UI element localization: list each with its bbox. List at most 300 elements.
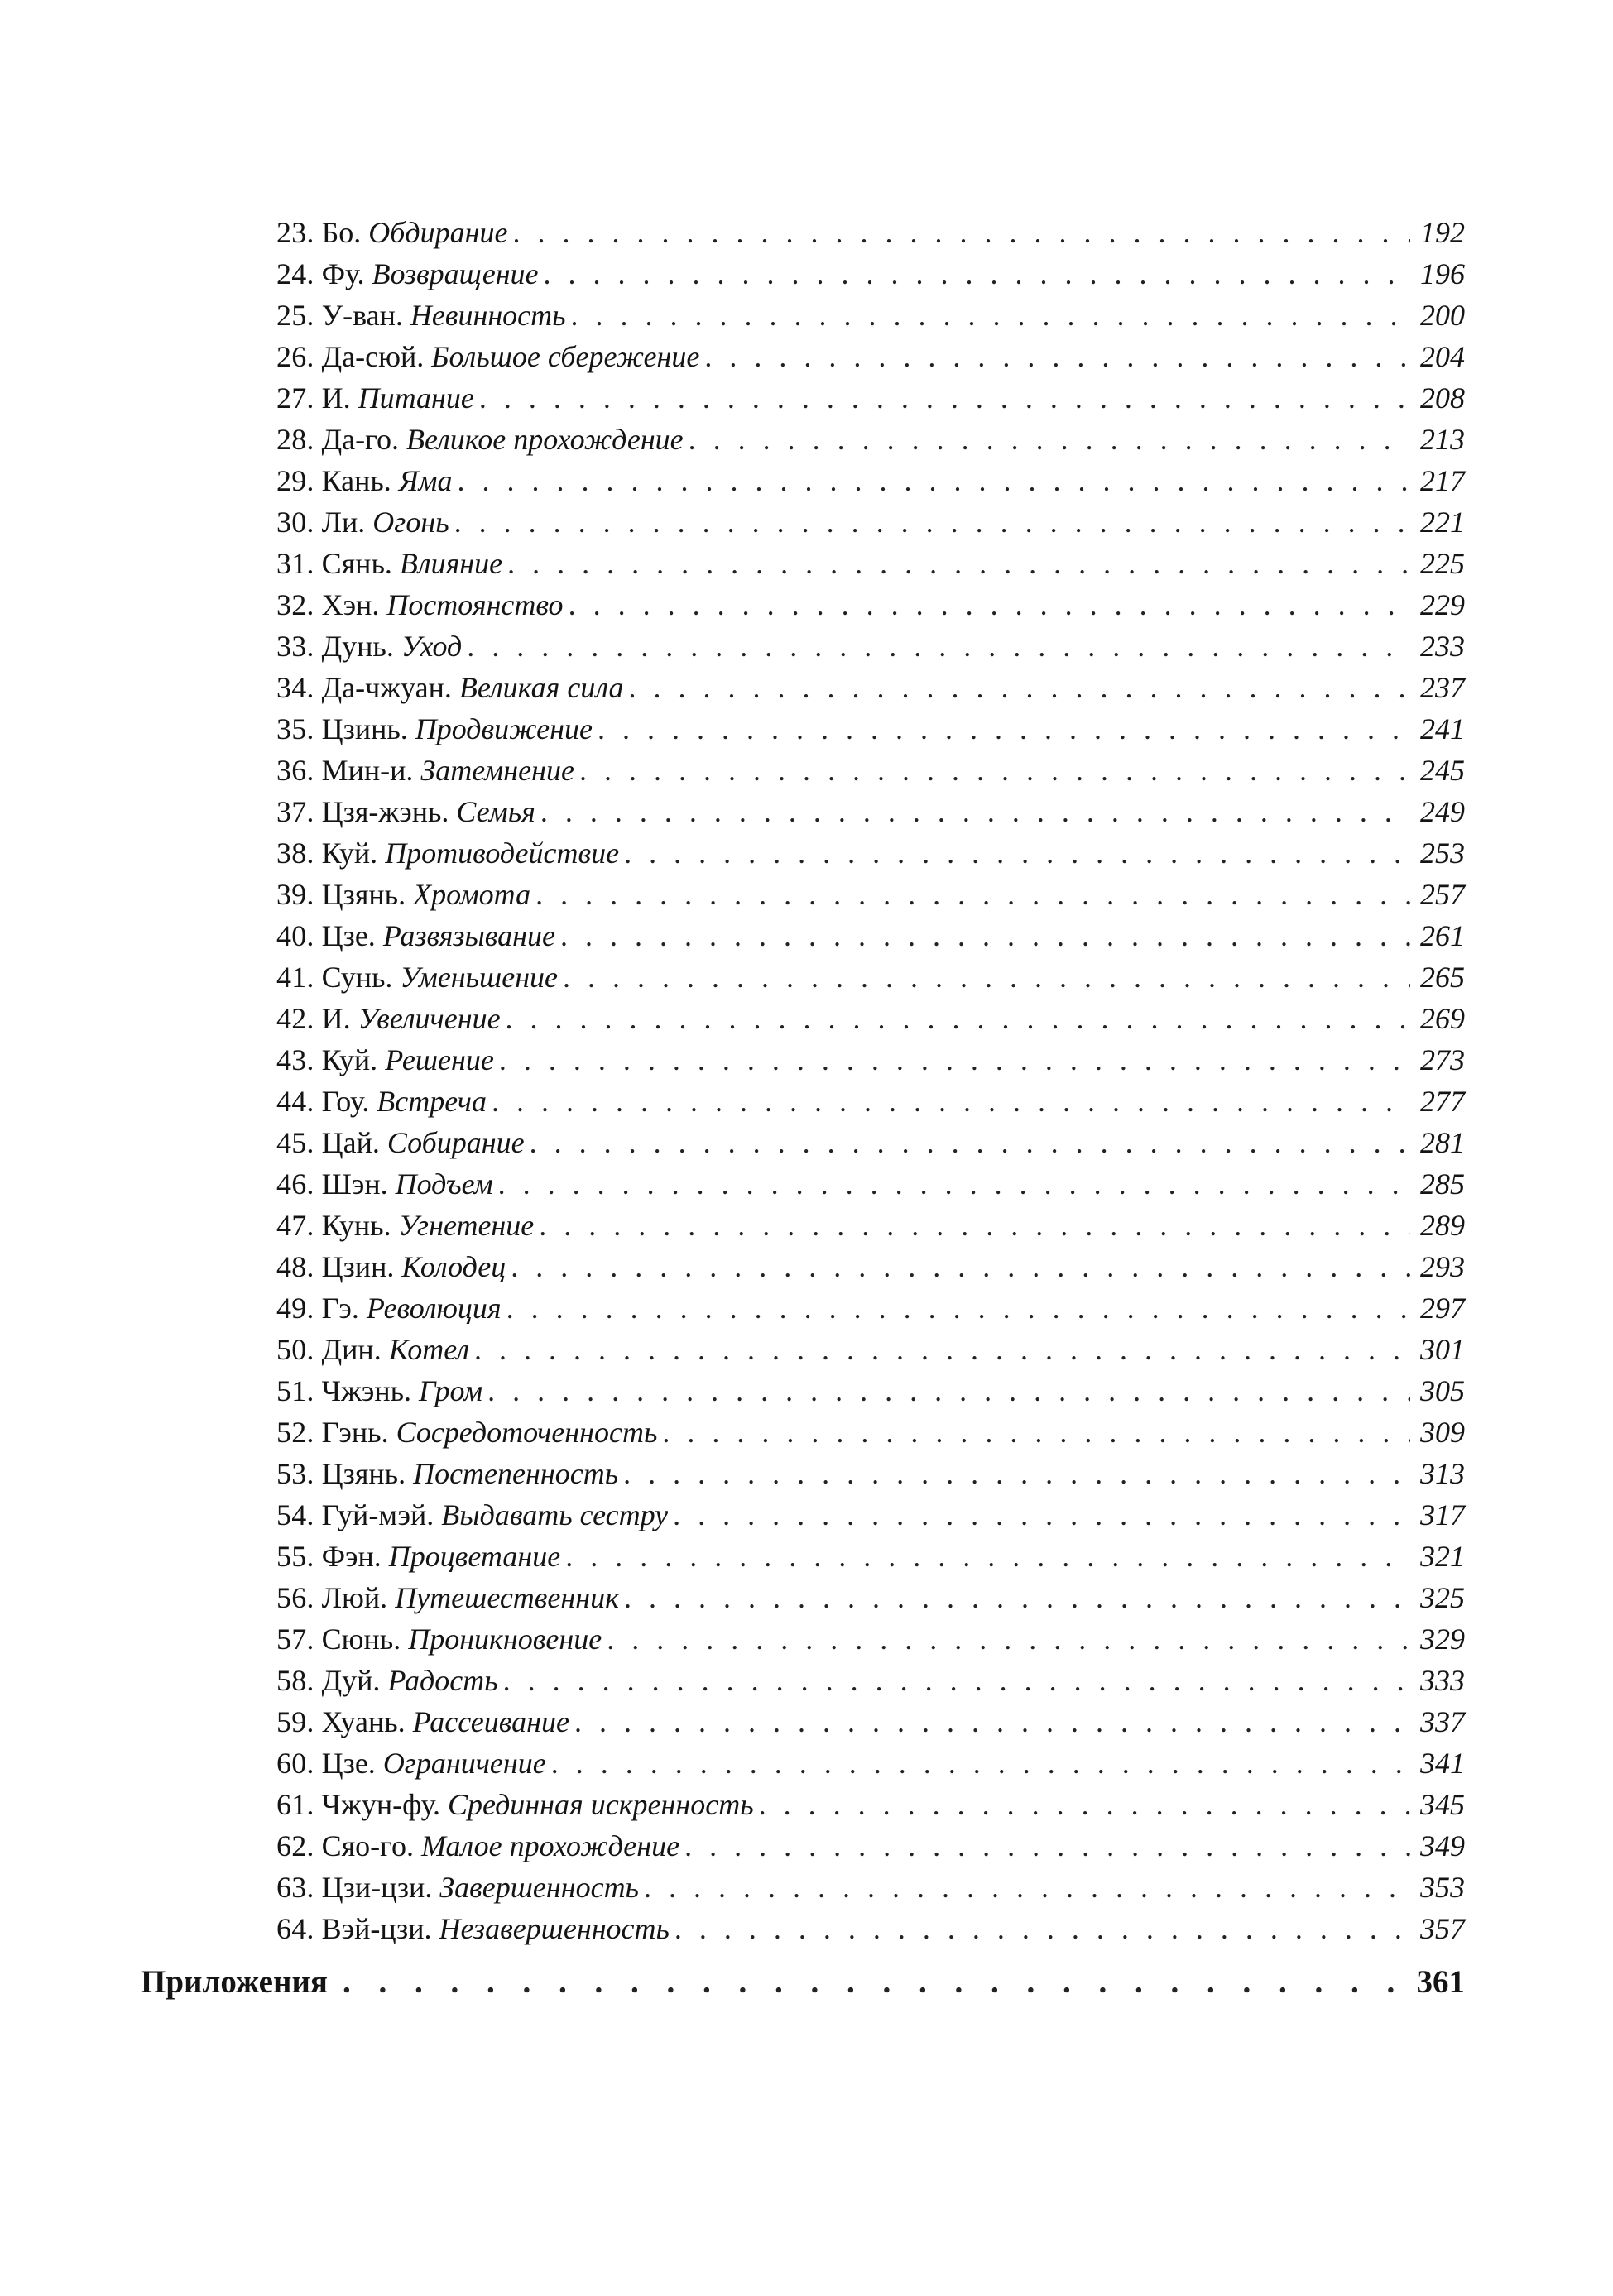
entry-number: 23. (276, 216, 314, 249)
entry-title (276, 791, 535, 832)
entry-title (276, 419, 684, 460)
dot-leader (565, 1536, 1410, 1577)
entry-name: Фэн. (321, 1540, 382, 1573)
entry-translation: Революция (366, 1292, 502, 1325)
entry-page-number: 345 (1420, 1788, 1465, 1821)
toc-entry[interactable] (276, 1163, 1465, 1205)
toc-entry[interactable] (276, 377, 1465, 419)
toc-entry[interactable] (276, 460, 1465, 501)
entry-name: И. (321, 1002, 351, 1035)
entry-page-number: 301 (1420, 1333, 1465, 1366)
entry-number: 60. (276, 1747, 314, 1780)
entry-number: 50. (276, 1333, 314, 1366)
entry-title (276, 543, 502, 584)
toc-entry[interactable] (276, 1039, 1465, 1081)
entry-translation: Хромота (413, 878, 531, 911)
entry-number: 49. (276, 1292, 314, 1325)
entry-name: Дин. (321, 1333, 382, 1366)
entry-translation: Котел (388, 1333, 470, 1366)
toc-entry[interactable] (276, 419, 1465, 460)
entry-name: Да-го. (321, 423, 400, 456)
entry-page-number: 273 (1420, 1043, 1465, 1076)
entry-page-number: 217 (1420, 464, 1465, 497)
entry-page-number: 341 (1420, 1747, 1465, 1780)
dot-leader (457, 460, 1410, 501)
entry-page-number: 337 (1420, 1705, 1465, 1738)
entry-name: Хэн. (321, 588, 380, 621)
entry-title (276, 336, 699, 377)
entry-page-number: 249 (1420, 795, 1465, 828)
entry-translation: Собирание (386, 1126, 525, 1159)
entry-page-number: 204 (1420, 340, 1465, 373)
dot-leader (662, 1412, 1410, 1453)
entry-title (276, 1742, 546, 1784)
dot-leader (499, 1039, 1410, 1081)
dot-leader (507, 543, 1410, 584)
toc-entry[interactable] (276, 1453, 1465, 1494)
entry-page-number: 245 (1420, 754, 1465, 787)
entry-name: Цзи-цзи. (321, 1871, 433, 1904)
appendix-page-number: 361 (1416, 1964, 1465, 2000)
entry-name: Куй. (321, 836, 378, 870)
entry-number: 57. (276, 1623, 314, 1656)
entry-number: 32. (276, 588, 314, 621)
entry-name: Да-чжуан. (321, 671, 452, 704)
dot-leader (673, 1494, 1410, 1536)
toc-entry[interactable] (276, 212, 1465, 253)
dot-leader (563, 956, 1410, 998)
entry-translation: Процветание (388, 1540, 561, 1573)
entry-name: Сюнь. (321, 1623, 401, 1656)
entry-number: 28. (276, 423, 314, 456)
dot-leader (571, 295, 1410, 336)
dot-leader (530, 1122, 1410, 1163)
entry-title (276, 501, 449, 543)
entry-name: Кань. (321, 464, 391, 497)
entry-name: Гэнь. (321, 1416, 389, 1449)
entry-translation: Развязывание (382, 919, 556, 952)
entry-translation: Противодействие (385, 836, 620, 870)
entry-number: 53. (276, 1457, 314, 1490)
toc-entry[interactable] (276, 1246, 1465, 1287)
toc-entry[interactable] (276, 1122, 1465, 1163)
toc-entry[interactable] (276, 336, 1465, 377)
toc-entry[interactable] (276, 1908, 1465, 1949)
entry-number: 46. (276, 1167, 314, 1201)
entry-translation: Встреча (377, 1085, 487, 1118)
entry-page-number: 261 (1420, 919, 1465, 952)
entry-title (276, 750, 574, 791)
entry-name: Фу. (321, 257, 365, 290)
toc-entry[interactable] (276, 708, 1465, 750)
entry-name: Цзянь. (321, 878, 406, 911)
dot-leader (343, 1958, 1401, 2007)
entry-translation: Увеличение (358, 1002, 501, 1035)
dot-leader (598, 708, 1410, 750)
dot-leader (574, 1701, 1410, 1742)
entry-translation: Колодец (401, 1250, 506, 1283)
dot-leader (498, 1163, 1410, 1205)
entry-name: Гоу. (321, 1085, 370, 1118)
entry-page-number: 289 (1420, 1209, 1465, 1242)
entry-title (276, 956, 558, 998)
entry-page-number: 208 (1420, 381, 1465, 415)
entry-name: Кунь. (321, 1209, 391, 1242)
entry-title (276, 1908, 670, 1949)
entry-translation: Уменьшение (400, 961, 559, 994)
entry-number: 54. (276, 1498, 314, 1531)
entry-title (276, 1618, 602, 1660)
entry-page-number: 353 (1420, 1871, 1465, 1904)
entry-page-number: 317 (1420, 1498, 1465, 1531)
toc-entry[interactable] (276, 956, 1465, 998)
entry-name: Хуань. (321, 1705, 406, 1738)
entry-title (276, 1867, 639, 1908)
entry-number: 43. (276, 1043, 314, 1076)
entry-title (276, 1494, 668, 1536)
dot-leader (689, 419, 1410, 460)
entry-title (276, 1287, 502, 1329)
entry-title (276, 295, 566, 336)
entry-page-number: 357 (1420, 1912, 1465, 1945)
toc-entry[interactable] (276, 832, 1465, 874)
toc-entry[interactable] (276, 1825, 1465, 1867)
entry-page-number: 349 (1420, 1829, 1465, 1862)
dot-leader (759, 1784, 1410, 1825)
dot-leader (492, 1081, 1410, 1122)
dot-leader (487, 1370, 1410, 1412)
entry-name: Цай. (321, 1126, 380, 1159)
entry-name: Дунь. (321, 630, 394, 663)
entry-number: 56. (276, 1581, 314, 1614)
dot-leader (535, 874, 1410, 915)
entry-title (276, 1246, 506, 1287)
entry-page-number: 277 (1420, 1085, 1465, 1118)
entry-number: 34. (276, 671, 314, 704)
entry-title (276, 253, 539, 295)
dot-leader (704, 336, 1410, 377)
entry-name: Сяо-го. (321, 1829, 415, 1862)
entry-translation: Продвижение (415, 712, 593, 745)
toc-entry[interactable] (276, 1205, 1465, 1246)
entry-name: Гэ. (321, 1292, 359, 1325)
entry-number: 52. (276, 1416, 314, 1449)
entry-translation: Гром (419, 1374, 483, 1407)
toc-entry[interactable] (276, 1660, 1465, 1701)
entry-page-number: 281 (1420, 1126, 1465, 1159)
entry-number: 40. (276, 919, 314, 952)
toc-entry[interactable] (276, 1081, 1465, 1122)
entry-number: 61. (276, 1788, 314, 1821)
entry-translation: Ограничение (382, 1747, 546, 1780)
entry-number: 26. (276, 340, 314, 373)
entry-title (276, 1163, 493, 1205)
entry-translation: Уход (401, 630, 463, 663)
entry-title (276, 626, 462, 667)
entry-translation: Выдавать сестру (441, 1498, 669, 1531)
entry-number: 37. (276, 795, 314, 828)
entry-number: 39. (276, 878, 314, 911)
dot-leader (607, 1618, 1410, 1660)
entry-title (276, 1453, 618, 1494)
toc-entry[interactable] (276, 1867, 1465, 1908)
entry-name: Цзин. (321, 1250, 395, 1283)
entry-page-number: 309 (1420, 1416, 1465, 1449)
entry-page-number: 233 (1420, 630, 1465, 663)
entry-page-number: 313 (1420, 1457, 1465, 1490)
entry-number: 62. (276, 1829, 314, 1862)
entry-number: 42. (276, 1002, 314, 1035)
entry-number: 48. (276, 1250, 314, 1283)
toc-entry[interactable] (276, 1784, 1465, 1825)
dot-leader (560, 915, 1410, 956)
toc-entry[interactable] (276, 1370, 1465, 1412)
entry-translation: Проникновение (408, 1623, 602, 1656)
entry-title (276, 212, 507, 253)
entry-page-number: 269 (1420, 1002, 1465, 1035)
entry-page-number: 297 (1420, 1292, 1465, 1325)
entry-name: Ли. (321, 506, 366, 539)
entry-page-number: 285 (1420, 1167, 1465, 1201)
entry-translation: Великое прохождение (406, 423, 684, 456)
entry-number: 36. (276, 754, 314, 787)
toc-entry[interactable] (276, 1287, 1465, 1329)
entry-page-number: 229 (1420, 588, 1465, 621)
entry-name: Гуй-мэй. (321, 1498, 434, 1531)
entry-title (276, 1412, 657, 1453)
entry-page-number: 305 (1420, 1374, 1465, 1407)
dot-leader (454, 501, 1410, 543)
dot-leader (551, 1742, 1410, 1784)
entry-page-number: 333 (1420, 1664, 1465, 1697)
toc-entry[interactable] (276, 1536, 1465, 1577)
entry-title (276, 1329, 469, 1370)
entry-name: Вэй-цзи. (321, 1912, 432, 1945)
entry-page-number: 329 (1420, 1623, 1465, 1656)
entry-title (276, 1122, 525, 1163)
entry-name: Чжун-фу. (321, 1788, 440, 1821)
entry-page-number: 225 (1420, 547, 1465, 580)
entry-title (276, 377, 474, 419)
toc-entry[interactable] (276, 791, 1465, 832)
dot-leader (506, 1287, 1410, 1329)
entry-number: 47. (276, 1209, 314, 1242)
dot-leader (569, 584, 1410, 626)
dot-leader (540, 791, 1410, 832)
entry-translation: Срединная искренность (447, 1788, 754, 1821)
toc-entry[interactable] (276, 667, 1465, 708)
entry-page-number: 241 (1420, 712, 1465, 745)
dot-leader (539, 1205, 1410, 1246)
entry-number: 63. (276, 1871, 314, 1904)
entry-title (276, 1370, 482, 1412)
entry-title (276, 998, 501, 1039)
dot-leader (503, 1660, 1410, 1701)
toc-entry[interactable] (276, 1701, 1465, 1742)
entry-number: 24. (276, 257, 314, 290)
dot-leader (579, 750, 1410, 791)
entry-translation: Затемнение (420, 754, 574, 787)
entry-title (276, 1577, 619, 1618)
toc-entry[interactable] (276, 543, 1465, 584)
entry-title (276, 1039, 494, 1081)
entry-title (276, 584, 564, 626)
entry-page-number: 321 (1420, 1540, 1465, 1573)
entry-title (276, 1660, 498, 1701)
table-of-contents (141, 212, 1465, 2007)
entry-translation: Завершенность (439, 1871, 639, 1904)
entry-title (276, 874, 530, 915)
entry-translation: Угнетение (398, 1209, 535, 1242)
entry-translation: Радость (387, 1664, 498, 1697)
entry-name: Бо. (321, 216, 362, 249)
entry-title (276, 1536, 560, 1577)
entry-translation: Влияние (399, 547, 503, 580)
entry-number: 45. (276, 1126, 314, 1159)
entry-page-number: 200 (1420, 299, 1465, 332)
toc-entry[interactable] (276, 1742, 1465, 1784)
dot-leader (467, 626, 1410, 667)
entry-number: 33. (276, 630, 314, 663)
entry-number: 41. (276, 961, 314, 994)
dot-leader (684, 1825, 1410, 1867)
entry-title (276, 708, 593, 750)
toc-entry[interactable] (276, 874, 1465, 915)
entry-name: Чжэнь. (321, 1374, 412, 1407)
entry-number: 55. (276, 1540, 314, 1573)
entry-page-number: 325 (1420, 1581, 1465, 1614)
entry-number: 38. (276, 836, 314, 870)
entry-translation: Сосредоточенность (396, 1416, 658, 1449)
entry-translation: Яма (398, 464, 453, 497)
entry-translation: Незавершенность (439, 1912, 670, 1945)
entry-page-number: 293 (1420, 1250, 1465, 1283)
entry-number: 30. (276, 506, 314, 539)
dot-leader (479, 377, 1410, 419)
entry-translation: Подъем (395, 1167, 493, 1201)
dot-leader (624, 1577, 1410, 1618)
toc-entry[interactable] (276, 253, 1465, 295)
entry-name: Цзе. (321, 1747, 376, 1780)
entry-translation: Возвращение (372, 257, 539, 290)
entry-translation: Постоянство (386, 588, 564, 621)
entry-translation: Рассеивание (412, 1705, 569, 1738)
entry-name: Люй. (321, 1581, 388, 1614)
dot-leader (628, 667, 1410, 708)
entry-name: Цзя-жэнь. (321, 795, 449, 828)
toc-entry[interactable] (276, 1494, 1465, 1536)
entry-name: Куй. (321, 1043, 378, 1076)
toc-entry[interactable] (276, 1618, 1465, 1660)
entry-number: 59. (276, 1705, 314, 1738)
entry-number: 29. (276, 464, 314, 497)
entry-translation: Обдирание (368, 216, 508, 249)
entry-title (276, 1205, 534, 1246)
entry-title (276, 1701, 569, 1742)
entry-name: Мин-и. (321, 754, 414, 787)
dot-leader (511, 1246, 1410, 1287)
entry-title (276, 460, 452, 501)
dot-leader (624, 832, 1410, 874)
entry-number: 35. (276, 712, 314, 745)
toc-entry[interactable] (276, 584, 1465, 626)
entry-number: 44. (276, 1085, 314, 1118)
toc-entry[interactable] (276, 295, 1465, 336)
appendix-label: Приложения (141, 1964, 329, 2000)
entry-title (276, 667, 623, 708)
entry-name: Цзинь. (321, 712, 408, 745)
dot-leader (474, 1329, 1410, 1370)
entry-translation: Питание (358, 381, 474, 415)
entry-title (276, 1825, 679, 1867)
toc-entry[interactable] (276, 501, 1465, 543)
dot-leader (674, 1908, 1410, 1949)
entry-number: 27. (276, 381, 314, 415)
toc-entry[interactable] (276, 1577, 1465, 1618)
toc-entry[interactable] (276, 750, 1465, 791)
entry-number: 51. (276, 1374, 314, 1407)
dot-leader (623, 1453, 1410, 1494)
dot-leader (512, 212, 1410, 253)
entry-number: 64. (276, 1912, 314, 1945)
entry-translation: Постепенность (413, 1457, 619, 1490)
entry-name: У-ван. (321, 299, 403, 332)
entry-number: 31. (276, 547, 314, 580)
entry-translation: Великая сила (458, 671, 624, 704)
entry-page-number: 213 (1420, 423, 1465, 456)
entry-translation: Решение (385, 1043, 494, 1076)
entry-name: Сунь. (321, 961, 393, 994)
entry-name: Сянь. (321, 547, 392, 580)
entry-translation: Большое сбережение (431, 340, 700, 373)
entry-name: И. (321, 381, 351, 415)
entry-translation: Семья (456, 795, 535, 828)
toc-entry[interactable] (276, 1412, 1465, 1453)
entry-translation: Малое прохождение (421, 1829, 680, 1862)
dot-leader (506, 998, 1410, 1039)
entry-page-number: 265 (1420, 961, 1465, 994)
entry-page-number: 257 (1420, 878, 1465, 911)
entry-name: Цзе. (321, 919, 376, 952)
dot-leader (544, 253, 1410, 295)
toc-entry[interactable] (276, 998, 1465, 1039)
entry-name: Цзянь. (321, 1457, 406, 1490)
entry-translation: Невинность (410, 299, 566, 332)
toc-entry[interactable] (276, 915, 1465, 956)
toc-entry[interactable] (276, 626, 1465, 667)
entry-page-number: 253 (1420, 836, 1465, 870)
entry-title (276, 832, 619, 874)
entry-page-number: 192 (1420, 216, 1465, 249)
entry-title (276, 915, 555, 956)
entry-title (276, 1081, 487, 1122)
entry-name: Шэн. (321, 1167, 388, 1201)
entry-name: Да-сюй. (321, 340, 425, 373)
toc-appendix-entry[interactable] (141, 1958, 1465, 2007)
entry-page-number: 221 (1420, 506, 1465, 539)
entry-name: Дуй. (321, 1664, 381, 1697)
entry-page-number: 196 (1420, 257, 1465, 290)
toc-entry[interactable] (276, 1329, 1465, 1370)
entry-translation: Путешественник (395, 1581, 619, 1614)
entry-number: 58. (276, 1664, 314, 1697)
entry-title (276, 1784, 754, 1825)
dot-leader (644, 1867, 1410, 1908)
toc-entry-list (276, 212, 1465, 1949)
entry-number: 25. (276, 299, 314, 332)
entry-translation: Огонь (372, 506, 449, 539)
entry-page-number: 237 (1420, 671, 1465, 704)
